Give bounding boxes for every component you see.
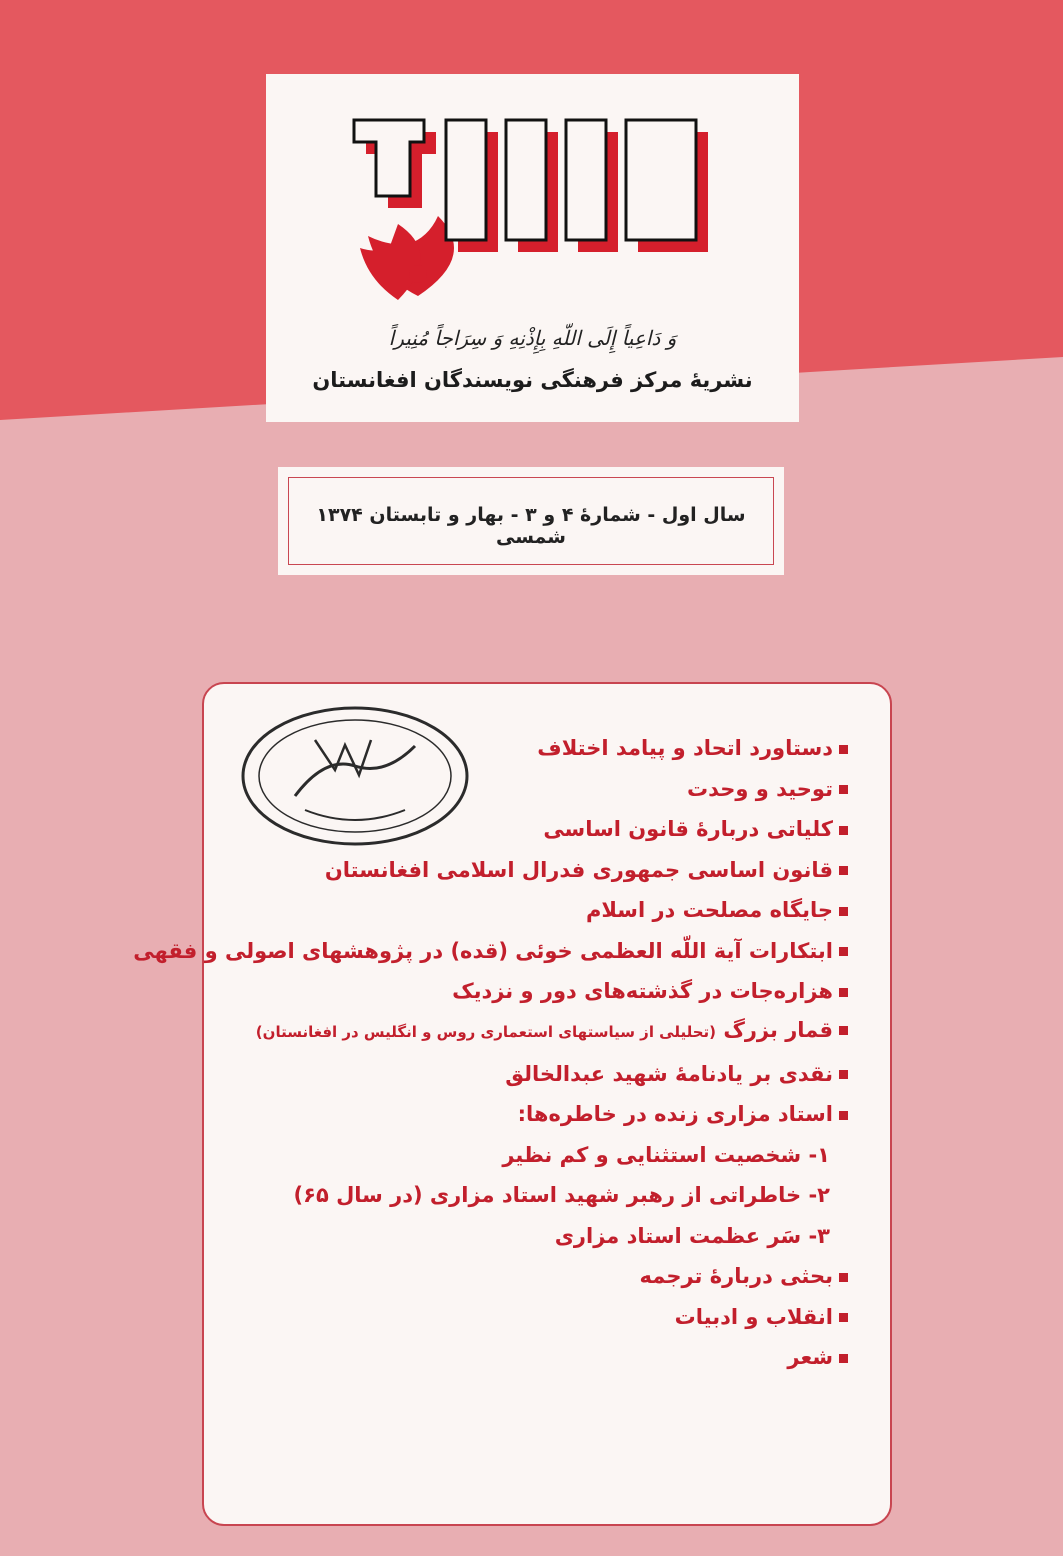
toc-item[interactable]: دستاورد اتحاد و پيامد اختلاف (228, 728, 848, 769)
bullet-icon (839, 1354, 848, 1363)
toc-item[interactable]: کلياتی دربارهٔ قانون اساسی (228, 809, 848, 850)
bullet-icon (839, 1273, 848, 1282)
masthead-logo (338, 96, 728, 306)
toc-item[interactable]: توحيد و وحدت (228, 769, 848, 810)
bullet-icon (839, 826, 848, 835)
toc-item[interactable]: انقلاب و ادبيات (228, 1297, 848, 1338)
issue-box (278, 467, 784, 575)
bullet-icon (839, 1026, 848, 1035)
table-of-contents (133, 728, 848, 1378)
bullet-icon (839, 988, 848, 997)
bullet-icon (839, 1313, 848, 1322)
toc-item-note: (تحليلی از سياستهای استعماری روس و انگليس در افغانستان) (255, 1022, 717, 1041)
toc-subitem[interactable]: ۱- شخصيت استثنايی و کم نظير (502, 1142, 830, 1167)
bullet-icon (839, 785, 848, 794)
toc-item[interactable]: بحثی دربارهٔ ترجمه (228, 1256, 848, 1297)
toc-item[interactable]: قانون اساسی جمهوری فدرال اسلامی افغانستان (228, 850, 848, 891)
toc-item[interactable]: ابتکارات آية اللّه العظمی خوئی (قده) در پژوهشهای اصولی و فقهی (228, 931, 848, 972)
issue-frame (288, 477, 774, 565)
toc-item[interactable]: شعر (228, 1337, 848, 1378)
issue-info: سال اول - شمارهٔ ۴ و ۳ - بهار و تابستان ۱۳۷۴ شمسی (316, 504, 746, 548)
toc-item[interactable]: استاد مزاری زنده در خاطره‌ها: (228, 1094, 848, 1135)
bullet-icon (839, 947, 848, 956)
toc-subitem[interactable]: ۲- خاطراتی از رهبر شهيد استاد مزاری (در سال ۶۵) (293, 1183, 830, 1207)
bullet-icon (839, 1111, 848, 1120)
toc-item-gambling[interactable]: قمار بزرگ (تحليلی از سياستهای استعماری روس و انگليس در افغانستان) (228, 1012, 848, 1054)
bullet-icon (839, 1070, 848, 1079)
bullet-icon (839, 866, 848, 875)
toc-item[interactable]: جايگاه مصلحت در اسلام (228, 890, 848, 931)
toc-item[interactable]: نقدی بر يادنامهٔ شهيد عبدالخالق (228, 1054, 848, 1095)
quran-verse: وَ دَاعِياً إِلَى اللّهِ بِإِذْنِهِ وَ سِرَاجاً مُنِيراً (388, 326, 677, 350)
publisher-line: نشريهٔ مرکز فرهنگی نويسندگان افغانستان (312, 368, 753, 392)
toc-item[interactable]: هزاره‌جات در گذشته‌های دور و نزديک (228, 971, 848, 1012)
toc-subitem[interactable]: ۳- سَر عظمت استاد مزاری (554, 1223, 830, 1248)
bullet-icon (839, 907, 848, 916)
bullet-icon (839, 745, 848, 754)
